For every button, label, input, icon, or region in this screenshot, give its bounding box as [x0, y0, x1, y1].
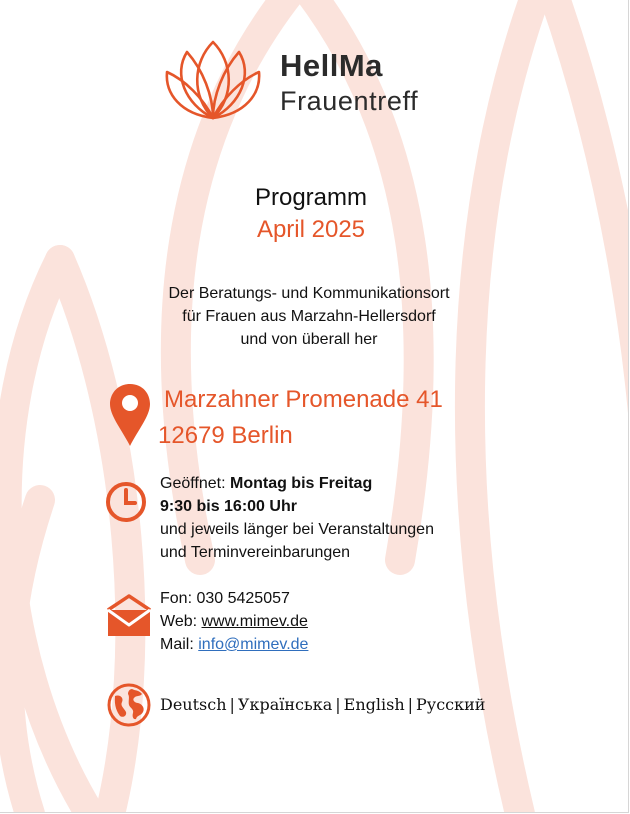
program-title: Programm — [254, 184, 368, 211]
contact-info — [160, 587, 308, 656]
intro-text — [0, 282, 618, 351]
brand-name: HellMa — [280, 48, 383, 83]
opening-hours — [160, 472, 434, 564]
email-link[interactable]: info@mimev.de — [198, 636, 309, 653]
language-russian: Русский — [416, 695, 486, 714]
program-month: April 2025 — [256, 216, 366, 243]
website-link[interactable]: www.mimev.de — [201, 613, 308, 630]
intro-line: Der Beratungs- und Kommunikationsort — [168, 285, 450, 302]
location-pin-icon — [108, 382, 152, 448]
web-label: Web: — [160, 613, 202, 630]
intro-line: und von überall her — [240, 331, 378, 348]
hours-label: Geöffnet: — [160, 475, 230, 492]
language-list — [160, 695, 485, 714]
phone-number: 030 5425057 — [196, 590, 290, 607]
phone-label: Fon: — [160, 590, 197, 607]
hours-days: Montag bis Freitag — [229, 475, 373, 492]
language-separator: | — [407, 695, 414, 714]
language-separator: | — [335, 695, 341, 714]
address-city: 12679 Berlin — [158, 422, 293, 449]
language-deutsch: Deutsch — [160, 695, 227, 714]
globe-icon — [106, 682, 152, 728]
language-ukrainian: Українська — [237, 695, 333, 714]
intro-line: für Frauen aus Marzahn-Hellersdorf — [182, 308, 436, 325]
mail-envelope-icon — [104, 594, 154, 638]
hellma-lotus-logo-icon — [163, 38, 263, 124]
clock-icon — [104, 480, 148, 524]
address-street: Marzahner Promenade 41 — [164, 386, 443, 413]
mail-label: Mail: — [160, 636, 199, 653]
hours-note-line: und jeweils länger bei Veranstaltungen — [160, 521, 434, 538]
language-english: English — [343, 695, 405, 714]
hours-time: 9:30 bis 16:00 Uhr — [160, 498, 297, 515]
brand-subtitle: Frauentreff — [280, 86, 419, 116]
hours-note-line: und Terminvereinbarungen — [160, 544, 351, 561]
language-separator: | — [229, 695, 235, 714]
